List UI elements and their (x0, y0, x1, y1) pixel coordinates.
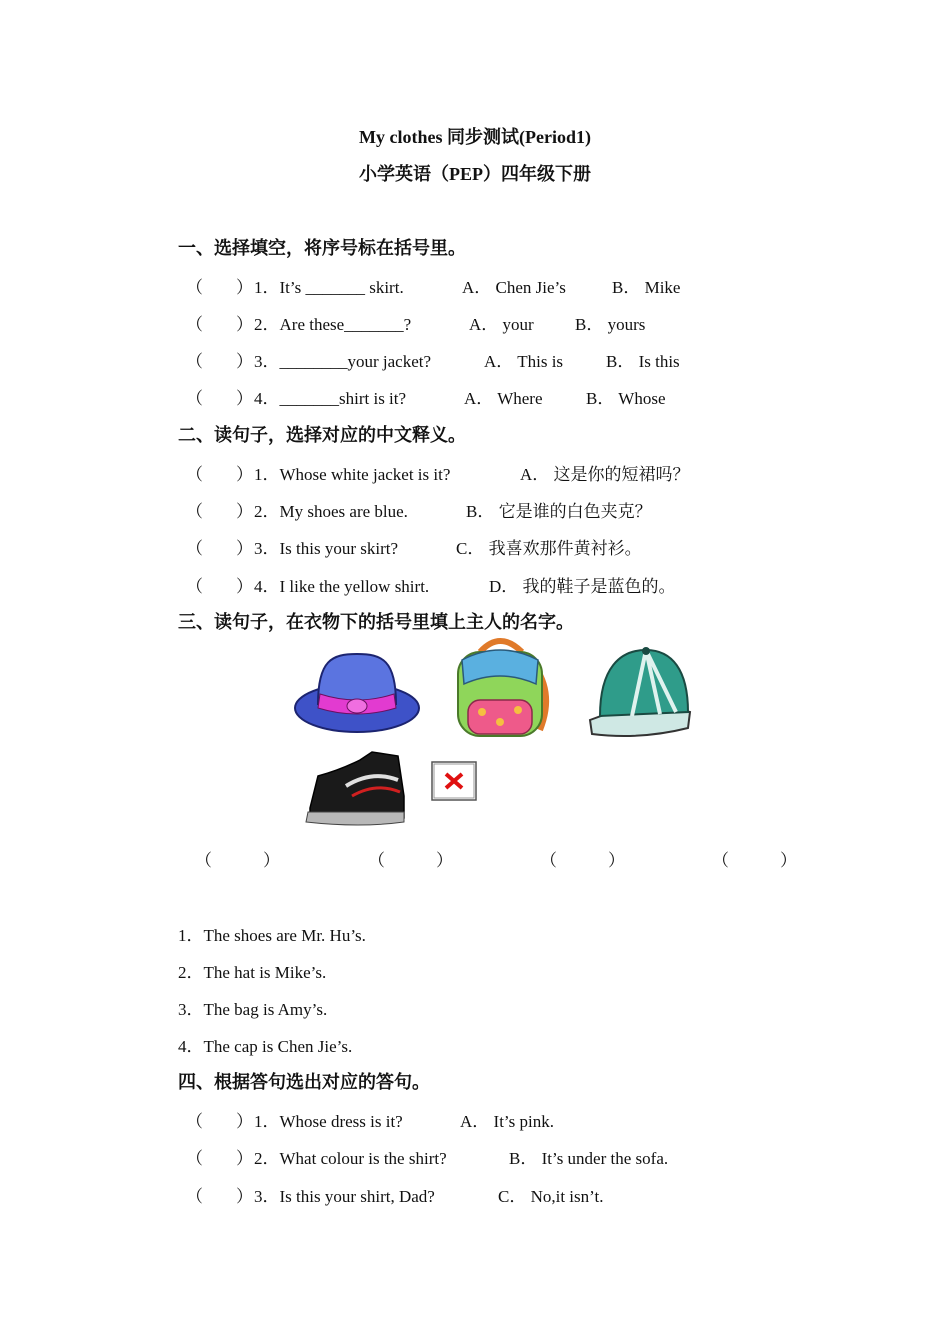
question-text: 4．_______shirt is it? (254, 389, 407, 408)
owner-sentence: 2．The hat is Mike’s. (178, 963, 327, 982)
answer-blank-close: ） (236, 1187, 253, 1206)
section2-heading: 二、读句子，选择对应的中文释义。 (178, 425, 466, 445)
option-a: A． Chen Jie’s (462, 278, 566, 297)
answer-blank-open[interactable]: （ (186, 352, 203, 371)
answer-blank-close: ） (236, 539, 253, 558)
answer-slot[interactable]: （ ） (712, 851, 797, 870)
answer-option: B． It’s under the sofa. (509, 1149, 669, 1168)
option-b: B． yours (575, 315, 646, 334)
answer-blank-open[interactable]: （ (186, 502, 203, 521)
answer-slot[interactable]: （ ） (368, 851, 453, 870)
chinese-option: A． 这是你的短裙吗？ (520, 465, 690, 484)
question-text: 1．Whose dress is it? (254, 1112, 403, 1131)
question-text: 3．Is this your skirt? (254, 539, 399, 558)
cap-icon (590, 647, 690, 736)
question-text: 4．I like the yellow shirt. (254, 577, 430, 596)
answer-blank-open[interactable]: （ (186, 1187, 203, 1206)
answer-slot[interactable]: （ ） (540, 851, 625, 870)
broken-image-icon (432, 762, 476, 800)
question-text: 1．It’s _______ skirt. (254, 278, 404, 297)
answer-option: A． It’s pink. (460, 1112, 554, 1131)
answer-blank-close: ） (236, 465, 253, 484)
answer-blank-open[interactable]: （ (186, 465, 203, 484)
answer-blank-open[interactable]: （ (186, 539, 203, 558)
hat-icon (295, 654, 419, 732)
answer-blank-open[interactable]: （ (186, 315, 203, 334)
option-a: A． Where (464, 389, 543, 408)
answer-blank-open[interactable]: （ (186, 1149, 203, 1168)
bag-icon (458, 641, 546, 736)
answer-blank-close: ） (236, 502, 253, 521)
section1-heading: 一、选择填空，将序号标在括号里。 (178, 238, 466, 258)
owner-sentence: 1．The shoes are Mr. Hu’s. (178, 926, 366, 945)
answer-blank-open[interactable]: （ (186, 389, 203, 408)
option-a: A． This is (484, 352, 564, 371)
answer-blank-close: ） (236, 352, 253, 371)
option-a: A． your (469, 315, 534, 334)
option-b: B． Is this (606, 352, 680, 371)
chinese-option: C． 我喜欢那件黄衬衫。 (456, 539, 642, 558)
answer-blank-close: ） (236, 1149, 253, 1168)
answer-blank-close: ） (236, 1112, 253, 1131)
answer-blank-close: ） (236, 315, 253, 334)
question-text: 1．Whose white jacket is it? (254, 465, 451, 484)
question-text: 2．My shoes are blue. (254, 502, 408, 521)
answer-blank-close: ） (236, 278, 253, 297)
chinese-option: D． 我的鞋子是蓝色的。 (489, 577, 676, 596)
question-text: 3．________your jacket? (254, 352, 432, 371)
section3-heading: 三、读句子，在衣物下的括号里填上主人的名字。 (178, 612, 574, 632)
answer-blank-open[interactable]: （ (186, 278, 203, 297)
question-text: 2．Are these_______? (254, 315, 412, 334)
question-text: 2．What colour is the shirt? (254, 1149, 447, 1168)
answer-blank-open[interactable]: （ (186, 577, 203, 596)
owner-sentence: 4．The cap is Chen Jie’s. (178, 1037, 353, 1056)
page-title: My clothes 同步测试(Period1) (359, 127, 591, 147)
question-text: 3．Is this your shirt, Dad? (254, 1187, 435, 1206)
answer-blank-close: ） (236, 577, 253, 596)
answer-blank-open[interactable]: （ (186, 1112, 203, 1131)
chinese-option: B． 它是谁的白色夹克？ (466, 502, 652, 521)
page-subtitle: 小学英语（PEP）四年级下册 (359, 164, 591, 184)
option-b: B． Mike (612, 278, 681, 297)
shoe-icon (306, 752, 404, 825)
answer-option: C． No,it isn’t. (498, 1187, 604, 1206)
owner-sentence: 3．The bag is Amy’s. (178, 1000, 328, 1019)
option-b: B． Whose (586, 389, 666, 408)
answer-blank-close: ） (236, 389, 253, 408)
section4-heading: 四、根据答句选出对应的答句。 (178, 1072, 430, 1092)
answer-slot[interactable]: （ ） (195, 851, 280, 870)
